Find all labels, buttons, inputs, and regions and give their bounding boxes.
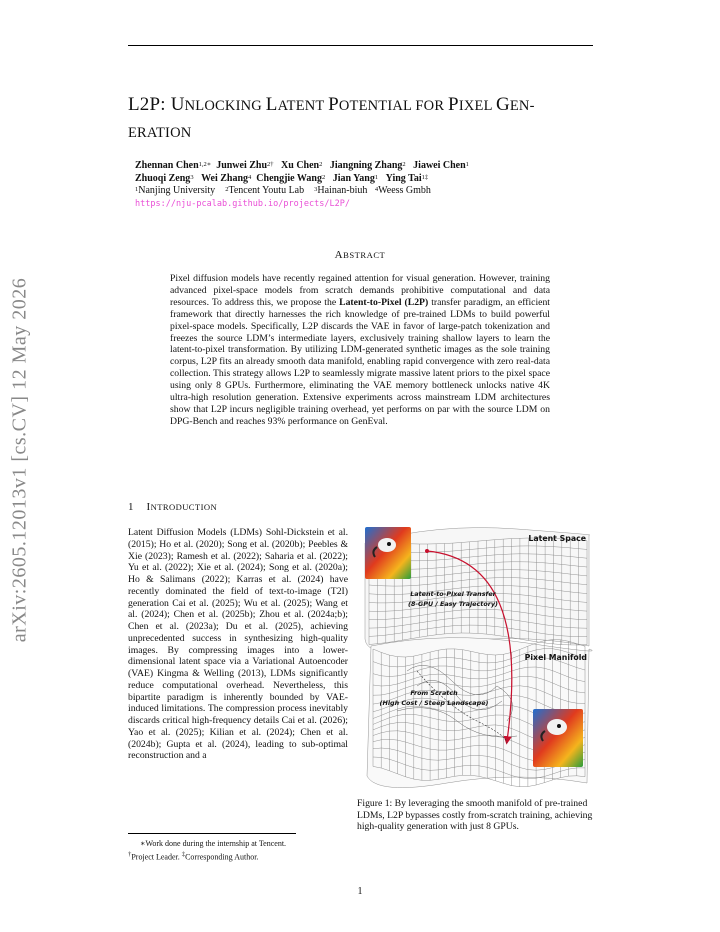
section-heading-introduction: 1 INTRODUCTION xyxy=(128,501,218,513)
parrot-image-bottom xyxy=(533,709,583,767)
affiliation-line: $^1$Nanjing University $^2$Tencent Youtu Lab $^3$Hainan-biuh $^4$Weess Gmbh xyxy=(135,185,431,196)
transfer-label-line2: (8-GPU / Easy Trajectory) xyxy=(408,600,498,608)
header-rule xyxy=(128,45,593,46)
paper-title: L2P: UNLOCKING LATENT POTENTIAL FOR PIXEL GEN- ERATION xyxy=(128,94,535,141)
footnotes: ∗Work done during the internship at Tencent. †Project Leader. ‡Corresponding Author. xyxy=(128,839,287,862)
author-block xyxy=(135,160,595,210)
scratch-label-line1: From Scratch xyxy=(410,689,458,697)
transfer-label-line1: Latent-to-Pixel Transfer xyxy=(410,590,496,598)
footnote-rule xyxy=(128,833,296,834)
project-url-link[interactable]: https://nju-pcalab.github.io/projects/L2P/ xyxy=(135,198,350,209)
arxiv-stamp: arXiv:2605.12013v1 [cs.CV] 12 May 2026 xyxy=(8,277,31,643)
scratch-label-line2: (High Cost / Steep Landscape) xyxy=(379,699,489,707)
parrot-image-top xyxy=(365,527,411,579)
abstract-heading: ABSTRACT xyxy=(334,249,386,261)
manifold-diagram xyxy=(357,521,593,789)
latent-space-label: Latent Space xyxy=(528,534,586,543)
pixel-manifold-label: Pixel Manifold xyxy=(524,653,587,662)
author-line-1: Zhennan Chen$^{1,2∗}$ Junwei Zhu$^{2\dagger}$ Xu Chen$^2$ Jiangning Zhang$^2$ Jiawei Chen$^1$ xyxy=(135,160,469,171)
abstract-body: Pixel diffusion models have recently regained attention for visual generation. However, training advanced pixel-space models from scratch demands prohibitive computational and data resources. To address this, we propose the Latent-to-Pixel (L2P) transfer paradigm, an efficient framework that directly harnesses the rich knowledge of pre-trained LDMs to build powerful pixel-space models. Specifically, L2P discards the VAE in favor of large-patch tokenization and freezes the source LDM’s intermediate layers, exclusively training shallow layers to learn the latent-to-pixel transformation. By utilizing LDM-generated synthetic images as the sole training corpus, L2P fits an already smooth data manifold, enabling rapid convergence with zero real-data collection. This strategy allows L2P to seamlessly migrate massive latent priors to the pixel space using only 8 GPUs. Furthermore, eliminating the VAE memory bottleneck unlocks native 4K ultra-high resolution generation. Extensive experiments across mainstream LDM architectures show that L2P incurs negligible training overhead, yet performs on par with the source LDM on DPG-Bench and reaches 93% performance on GenEval. xyxy=(170,273,550,427)
figure-1-caption: Figure 1: By leveraging the smooth manifold of pre-trained LDMs, L2P bypasses costly from-scratch training, achieving high-quality generation with just 8 GPUs. xyxy=(357,798,593,832)
figure-1 xyxy=(357,521,593,789)
latent-start-point xyxy=(425,549,429,553)
introduction-paragraph: Latent Diffusion Models (LDMs) Sohl-Dickstein et al. (2015); Ho et al. (2020); Song et al. (2020b); Peebles & Xie (2023); Ramesh et al. (2022); Saharia et al. (2022); Yu et al. (2022); Xie et al. (2024); Song et al. (2020a); Ho & Salimans (2022); Karras et al. (2024) have recently dominated the field of text-to-image (T2I) generation Cai et al. (2025); Wu et al. (2025); Wang et al. (2024); Chen et al. (2025b); Zhou et al. (2024a;b); Chen et al. (2023a); Du et al. (2025), achieving unprecedented success in synthesizing high-quality images. By compressing images into a lower-dimensional latent space via a Variational Autoencoder (VAE) Kingma & Welling (2013), LDMs significantly reduce computational overhead. Nevertheless, this bipartite paradigm is inherently bounded by VAE-induced limitations. The compression process inevitably discards critical high-frequency details Cai et al. (2026); Yao et al. (2025); Kilian et al. (2024); Chen et al. (2024b); Gupta et al. (2024), leading to sub-optimal reconstruction and a xyxy=(128,527,348,762)
author-line-2: Zhuoqi Zeng$^3$ Wei Zhang$^4$ Chengjie Wang$^2$ Jian Yang$^1$ Ying Tai$^{1\ddagger}$ xyxy=(135,172,429,184)
page-number: 1 xyxy=(357,886,363,897)
